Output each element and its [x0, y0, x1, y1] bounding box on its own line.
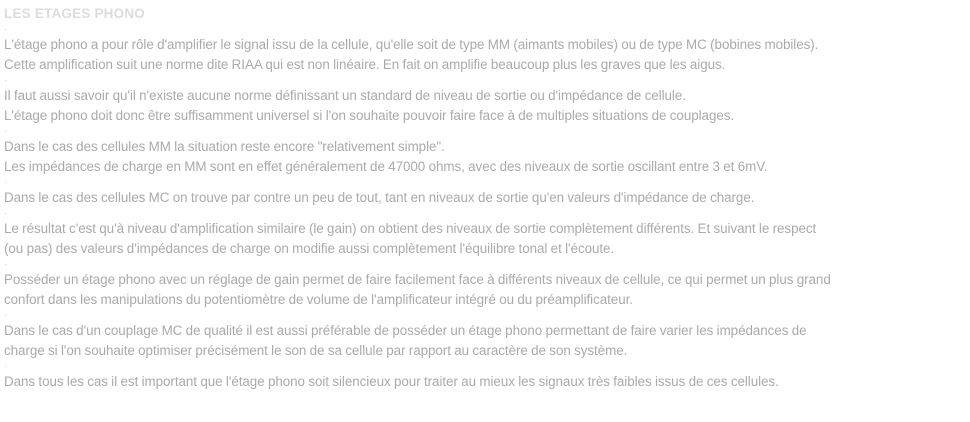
paragraph-line: Les impédances de charge en MM sont en effet généralement de 47000 ohms, avec des niveaux de sortie oscillant entre 3 et 6mV. — [4, 159, 768, 174]
paragraph-line: confort dans les manipulations du potentiomètre de volume de l'amplificateur intégré ou du préamplificateur. — [4, 292, 633, 307]
paragraph-line: (ou pas) des valeurs d'impédances de charge on modifie aussi complètement l'équilibre tonal et l'écoute. — [4, 241, 615, 256]
paragraph-line: Dans tous les cas il est important que l'étage phono soit silencieux pour traiter au mieux les signaux très faibles issus de ces cellules. — [4, 374, 779, 389]
paragraph-line: Cette amplification suit une norme dite RIAA qui est non linéaire. En fait on amplifie beaucoup plus les graves que les aigus. — [4, 57, 726, 72]
paragraph-line: L'étage phono a pour rôle d'amplifier le signal issu de la cellule, qu'elle soit de type MM (aimants mobiles) ou de type MC (bobines mobiles). — [4, 37, 819, 52]
separator — [4, 75, 968, 86]
separator — [4, 177, 968, 188]
paragraph-line: Dans le cas des cellules MC on trouve par contre un peu de tout, tant en niveaux de sortie qu'en valeurs d'impédance de charge. — [4, 190, 755, 205]
separator — [4, 208, 968, 219]
paragraph-line: Dans le cas des cellules MM la situation reste encore "relativement simple". — [4, 139, 445, 154]
separator — [4, 361, 968, 372]
separator — [4, 310, 968, 321]
paragraph-1 — [4, 35, 968, 75]
page-title: LES ETAGES PHONO — [4, 6, 145, 21]
paragraph-line: Il faut aussi savoir qu'il n'existe aucune norme définissant un standard de niveau de sortie ou d'impédance de cellule. — [4, 88, 686, 103]
paragraph-line: charge si l'on souhaite optimiser précisément le son de sa cellule par rapport au caractère de son système. — [4, 343, 628, 358]
separator — [4, 259, 968, 270]
paragraph-line: L'étage phono doit donc être suffisamment universel si l'on souhaite pouvoir faire face à de multiples situations de couplages. — [4, 108, 735, 123]
paragraph-line: Dans le cas d'un couplage MC de qualité il est aussi préférable de posséder un étage phono permettant de faire varier les impédances de — [4, 323, 807, 338]
separator — [4, 126, 968, 137]
paragraph-line: Posséder un étage phono avec un réglage de gain permet de faire facilement face à différents niveaux de cellule, ce qui permet un plus grand — [4, 272, 831, 287]
paragraph-3 — [4, 137, 968, 177]
paragraph-4 — [4, 188, 968, 208]
paragraph-5 — [4, 219, 968, 259]
separator — [4, 24, 968, 35]
paragraph-2 — [4, 86, 968, 126]
paragraph-7 — [4, 321, 968, 361]
article — [4, 4, 968, 392]
paragraph-6 — [4, 270, 968, 310]
paragraph-8 — [4, 372, 968, 392]
paragraph-line: Le résultat c'est qu'à niveau d'amplification similaire (le gain) on obtient des niveaux de sortie complètement différents. Et suivant le respect — [4, 221, 817, 236]
